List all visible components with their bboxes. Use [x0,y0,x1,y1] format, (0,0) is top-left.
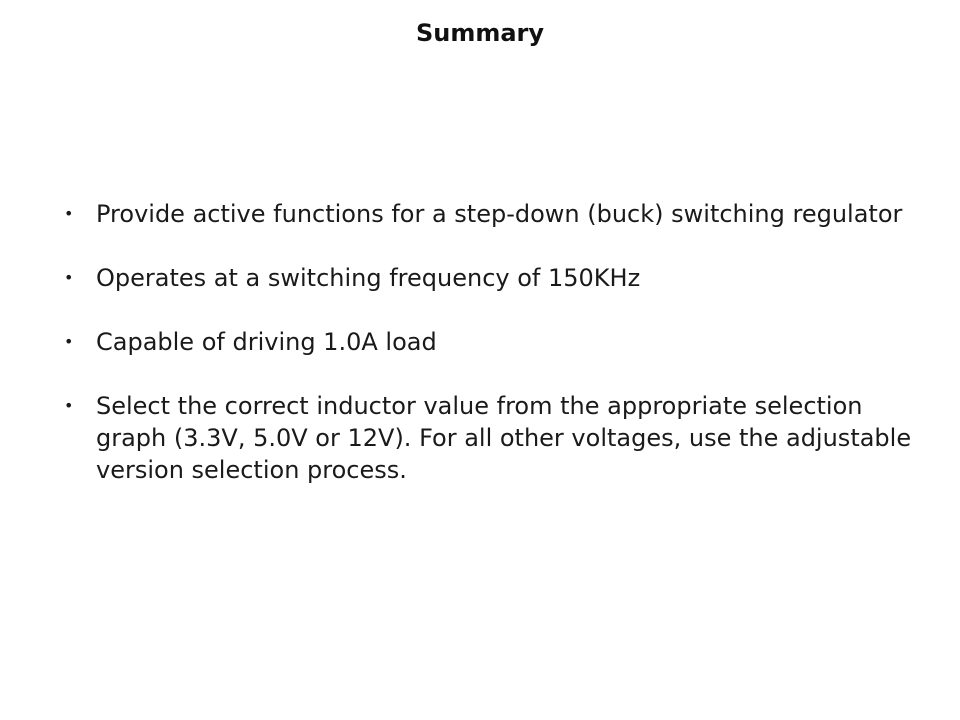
slide-title: Summary [415,19,545,47]
bullet-text: Select the correct inductor value from the appropriate selection graph (3.3V, 5.0V or 12V). For all other voltages, use the adjustable version selection process. [96,392,912,484]
bullet-icon: • [64,332,74,351]
list-item [60,198,920,230]
bullet-text: Operates at a switching frequency of 150KHz [96,264,641,292]
list-item [60,326,920,358]
bullet-icon: • [64,396,74,415]
bullet-icon: • [64,268,74,287]
bullet-text: Provide active functions for a step-down (buck) switching regulator [96,200,903,228]
list-item [60,262,920,294]
bullet-icon: • [64,204,74,223]
bullet-text: Capable of driving 1.0A load [96,328,437,356]
bullet-list [60,198,920,518]
list-item [60,390,920,486]
